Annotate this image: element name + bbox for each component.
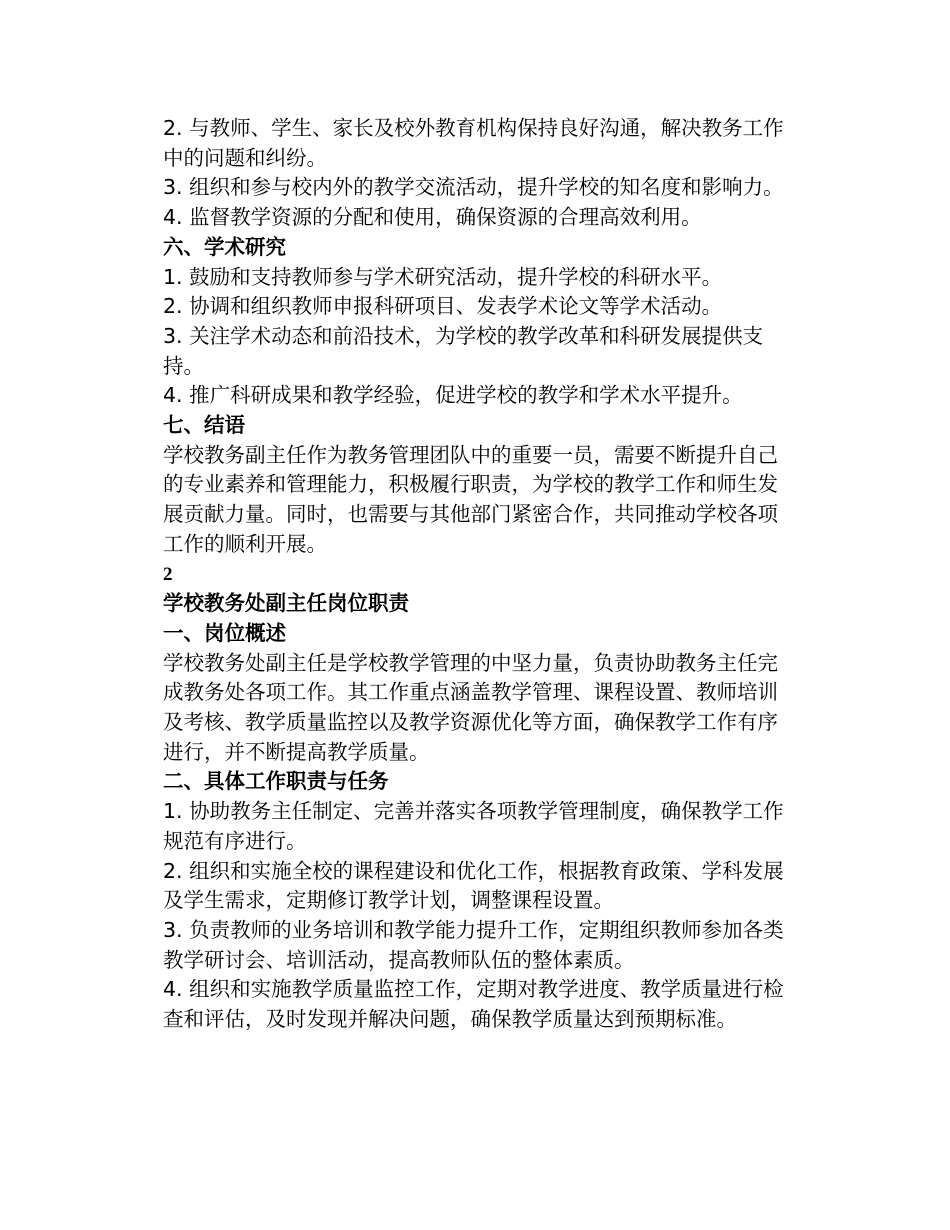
list-item: 2. 组织和实施全校的课程建设和优化工作，根据教育政策、学科发展及学生需求，定期修订教学计划，调整课程设置。	[163, 858, 784, 913]
list-item: 3. 组织和参与校内外的教学交流活动，提升学校的知名度和影响力。	[163, 175, 784, 200]
list-item: 3. 负责教师的业务培训和教学能力提升工作，定期组织教师参加各类教学研讨会、培训活动，提高教师队伍的整体素质。	[163, 917, 784, 972]
section-heading: 一、岗位概述	[163, 620, 286, 645]
list-item: 4. 组织和实施教学质量监控工作，定期对教学进度、教学质量进行检查和评估，及时发现并解决问题，确保教学质量达到预期标准。	[163, 977, 784, 1032]
document-title: 学校教务处副主任岗位职责	[163, 591, 409, 616]
paragraph: 学校教务处副主任是学校教学管理的中坚力量，负责协助教务主任完成教务处各项工作。其工作重点涵盖教学管理、课程设置、教师培训及考核、教学质量监控以及教学资源优化等方面，确保教学工作有序进行，并不断提高教学质量。	[163, 650, 778, 764]
page-number: 2	[163, 563, 173, 585]
list-item: 2. 协调和组织教师申报科研项目、发表学术论文等学术活动。	[163, 294, 723, 319]
list-item: 2. 与教师、学生、家长及校外教育机构保持良好沟通，解决教务工作中的问题和纠纷。	[163, 116, 784, 170]
section-heading: 七、结语	[163, 413, 245, 438]
list-item: 4. 推广科研成果和教学经验，促进学校的教学和学术水平提升。	[163, 383, 743, 408]
list-item: 4. 监督教学资源的分配和使用，确保资源的合理高效利用。	[163, 205, 702, 230]
list-item: 1. 协助教务主任制定、完善并落实各项教学管理制度，确保教学工作规范有序进行。	[163, 799, 784, 853]
list-item: 1. 鼓励和支持教师参与学术研究活动，提升学校的科研水平。	[163, 264, 723, 289]
section-heading: 二、具体工作职责与任务	[163, 769, 389, 794]
section-heading: 六、学术研究	[163, 234, 286, 259]
paragraph: 学校教务副主任作为教务管理团队中的重要一员，需要不断提升自己的专业素养和管理能力，积极履行职责，为学校的教学工作和师生发展贡献力量。同时，也需要与其他部门紧密合作，共同推动学校各项工作的顺利开展。	[163, 442, 778, 556]
list-item: 3. 关注学术动态和前沿技术，为学校的教学改革和科研发展提供支持。	[163, 323, 764, 378]
document-page	[163, 114, 793, 1035]
